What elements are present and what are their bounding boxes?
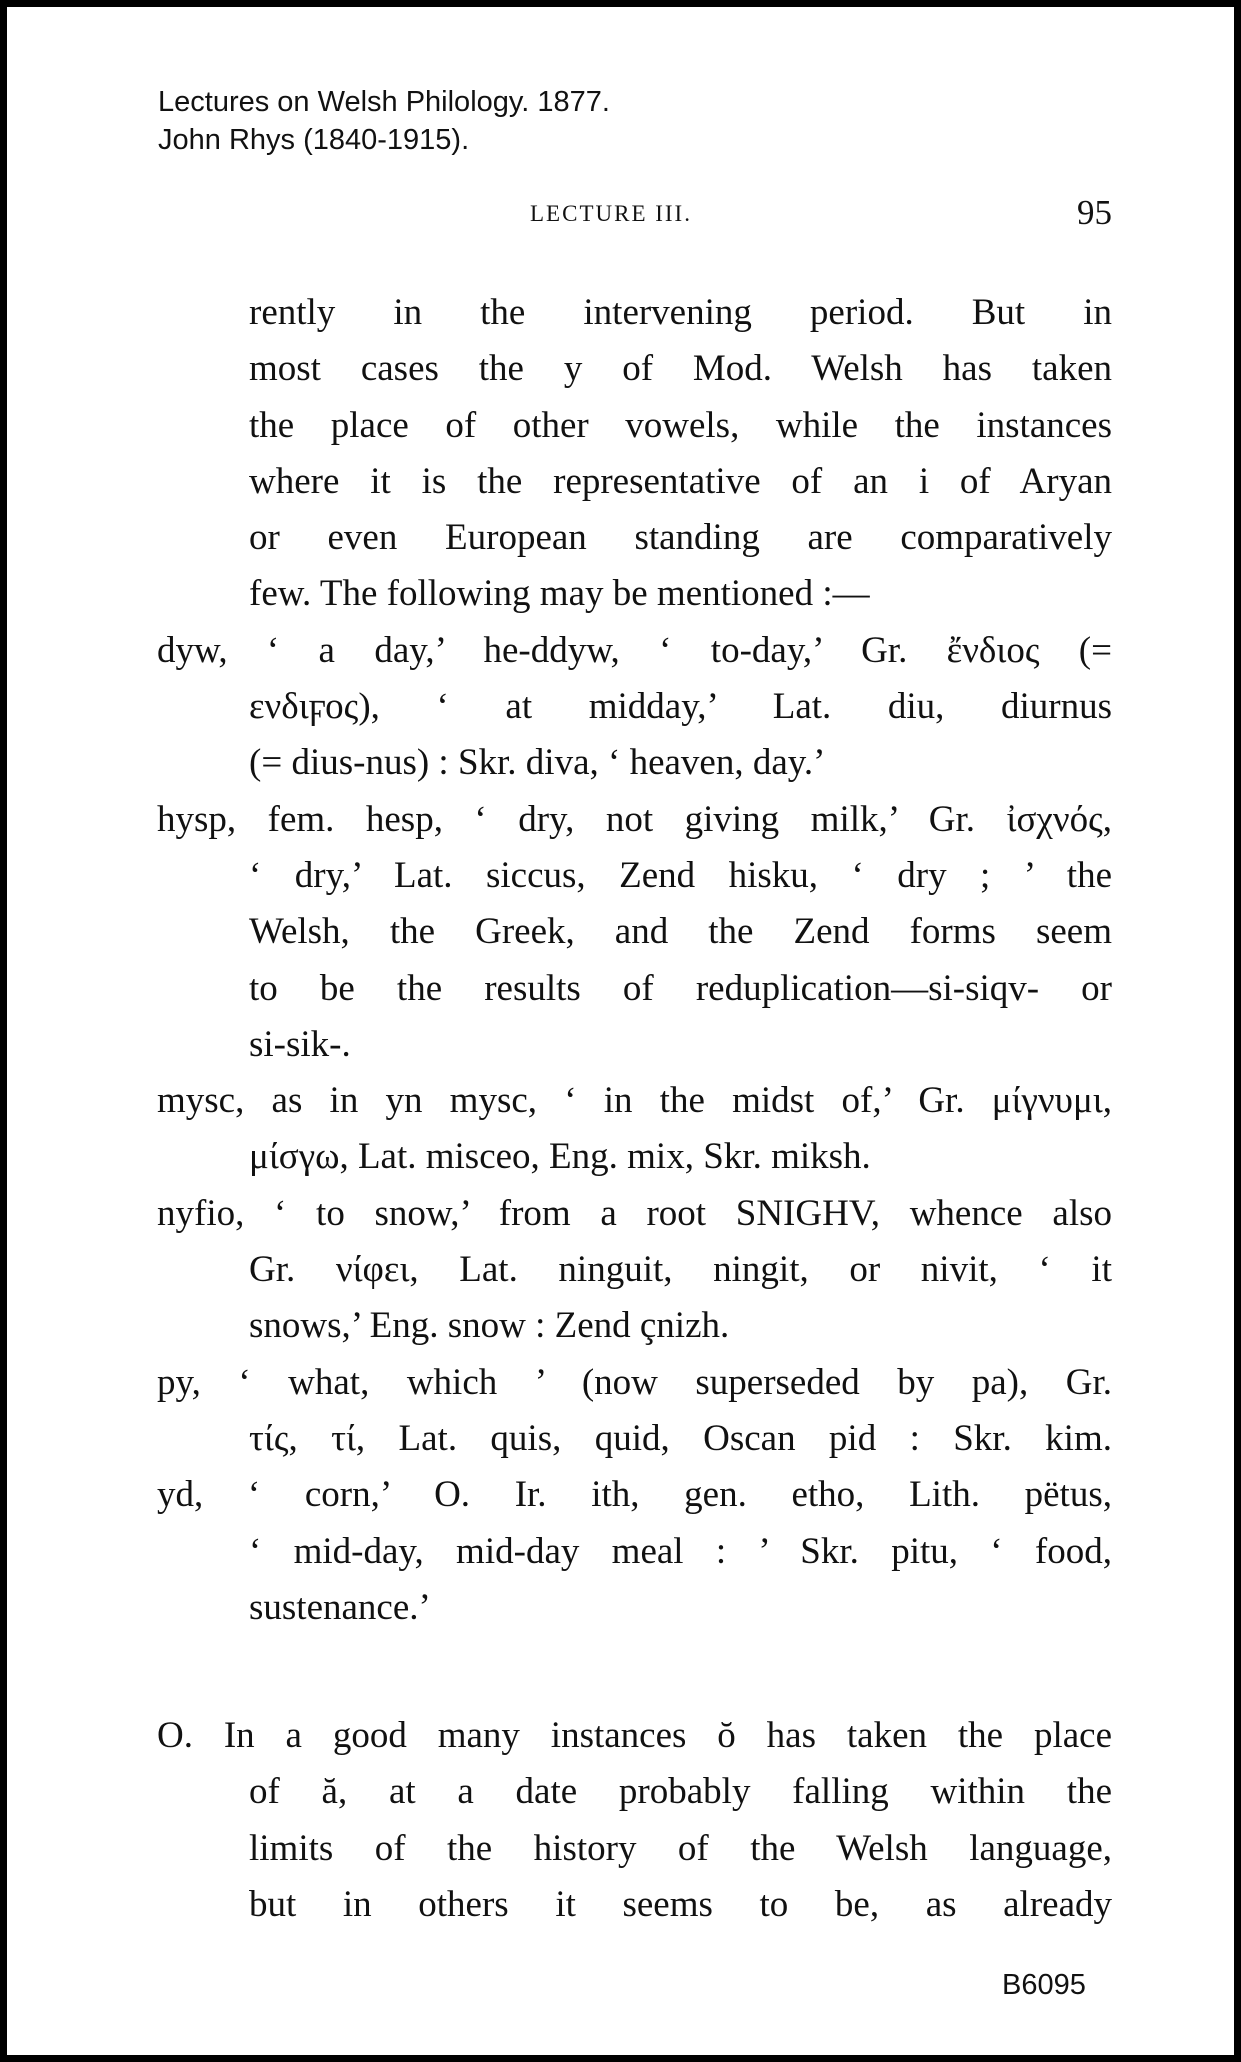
text-line: (= dius-nus) : Skr. diva, ‘ heaven, day.’: [249, 742, 826, 784]
citation-title: Lectures on Welsh Philology. 1877.: [158, 86, 610, 118]
text-line: but in others it seems to be, as already: [249, 1884, 1112, 1926]
text-line: μίσγω, Lat. misceo, Eng. mix, Skr. miksh.: [249, 1136, 871, 1178]
text-line: few. The following may be mentioned :—: [249, 573, 870, 615]
citation-author: John Rhys (1840-1915).: [158, 124, 470, 156]
text-line: si-sik-.: [249, 1023, 351, 1065]
text-line: rently in the intervening period. But in: [249, 292, 1112, 333]
text-line: ενδιϝος), ‘ at midday,’ Lat. diu, diurnus: [249, 686, 1112, 728]
section-o: O. In a good many instances ŏ has taken the place: [157, 1715, 1112, 1757]
text-line: τίς, τί, Lat. quis, quid, Oscan pid : Skr. kim.: [249, 1417, 1112, 1459]
text-line: sustenance.’: [249, 1586, 431, 1628]
text-line: where it is the representative of an i of Aryan: [249, 460, 1112, 502]
running-head: [157, 193, 1112, 243]
page-body: [157, 285, 1112, 1933]
entry-mysc: mysc, as in yn mysc, ‘ in the midst of,’ Gr. μίγνυμι,: [157, 1080, 1112, 1122]
text-line: ‘ mid-day, mid-day meal : ’ Skr. pitu, ‘ food,: [249, 1530, 1112, 1572]
page-number: 95: [1077, 193, 1112, 232]
entry-py: py, ‘ what, which ’ (now superseded by pa), Gr.: [157, 1361, 1112, 1403]
paragraph-gap: [157, 1636, 1112, 1708]
text-line: most cases the y of Mod. Welsh has taken: [249, 348, 1112, 390]
entry-yd: yd, ‘ corn,’ O. Ir. ith, gen. etho, Lith. pëtus,: [157, 1474, 1112, 1516]
text-line: ‘ dry,’ Lat. siccus, Zend hisku, ‘ dry ; ’ the: [249, 854, 1112, 896]
text-line: to be the results of reduplication—si-siqv- or: [249, 967, 1112, 1009]
lecture-title: LECTURE III.: [530, 201, 692, 226]
text-line: limits of the history of the Welsh language,: [249, 1827, 1112, 1869]
text-line: Welsh, the Greek, and the Zend forms seem: [249, 911, 1112, 953]
entry-hysp: hysp, fem. hesp, ‘ dry, not giving milk,’ Gr. ἰσχνός,: [157, 798, 1112, 840]
text-line: or even European standing are comparatively: [249, 517, 1112, 559]
text-line: snows,’ Eng. snow : Zend çnizh.: [249, 1305, 730, 1347]
text-line: the place of other vowels, while the instances: [249, 404, 1112, 446]
citation: [158, 83, 610, 159]
text-line: of ă, at a date probably falling within the: [249, 1771, 1112, 1813]
entry-nyfio: nyfio, ‘ to snow,’ from a root SNIGHV, whence also: [157, 1192, 1112, 1234]
entry-dyw: dyw, ‘ a day,’ he-ddyw, ‘ to-day,’ Gr. ἔνδιος (=: [157, 629, 1112, 671]
accession-number: B6095: [1002, 1969, 1086, 2001]
text-line: Gr. νίφει, Lat. ninguit, ningit, or nivit, ‘ it: [249, 1249, 1112, 1291]
